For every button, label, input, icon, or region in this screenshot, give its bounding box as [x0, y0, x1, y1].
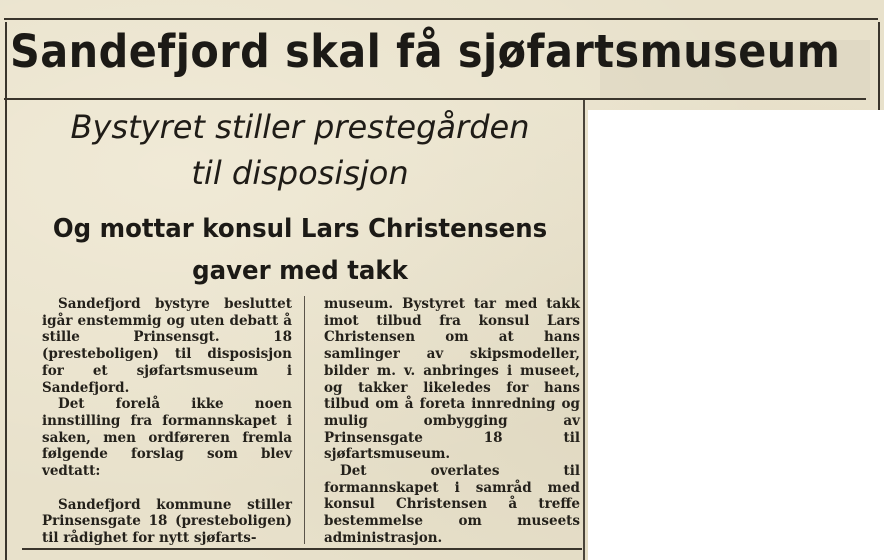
bottom-rule — [22, 548, 582, 550]
body-column-right — [324, 296, 580, 547]
right-border-rule — [878, 22, 880, 110]
headline-underline — [4, 98, 866, 100]
paragraph: Sandefjord kommune stiller Prinsensgate 18 (presteboligen) til rådighet for nytt sjøfarts- — [42, 496, 292, 547]
top-rule — [4, 18, 878, 20]
blank-area — [588, 110, 884, 560]
paragraph: Det overlates til formannskapet i samråd med konsul Christensen å treffe bestemmelse om museets administrasjon. — [324, 463, 580, 546]
column-separator — [304, 296, 305, 544]
paragraph: museum. Bystyret tar med takk imot tilbud fra konsul Lars Christensen om at hans samlinger av skipsmodeller, bilder m. v. anbringes i museet, og takker likeledes for hans tilbud om å foreta innredning og mulig ombygging av Prinsensgate 18 til sjøfartsmuseum. — [324, 296, 580, 463]
subheadline-line-1: Bystyret stiller prestegården — [70, 108, 530, 146]
headline: Sandefjord skal få sjøfartsmuseum — [10, 25, 841, 78]
article-border-rule — [583, 100, 585, 560]
paragraph: Det forelå ikke noen innstilling fra formannskapet i saken, men ordføreren fremla følgende forslag som blev vedtatt: — [42, 396, 292, 480]
deck-line-2: gaver med takk — [192, 256, 408, 286]
subheadline-line-2: til disposisjon — [191, 154, 409, 192]
deck — [37, 208, 563, 292]
body-column-left — [42, 296, 292, 547]
deck-line-1: Og mottar konsul Lars Christensens — [52, 214, 548, 244]
paragraph: Sandefjord bystyre besluttet igår enstemmig og uten debatt å stille Prinsensgt. 18 (presteboligen) til disposisjon for et sjøfartsmuseum i Sandefjord. — [42, 296, 292, 396]
subheadline — [20, 104, 580, 196]
left-border-rule — [5, 22, 7, 560]
